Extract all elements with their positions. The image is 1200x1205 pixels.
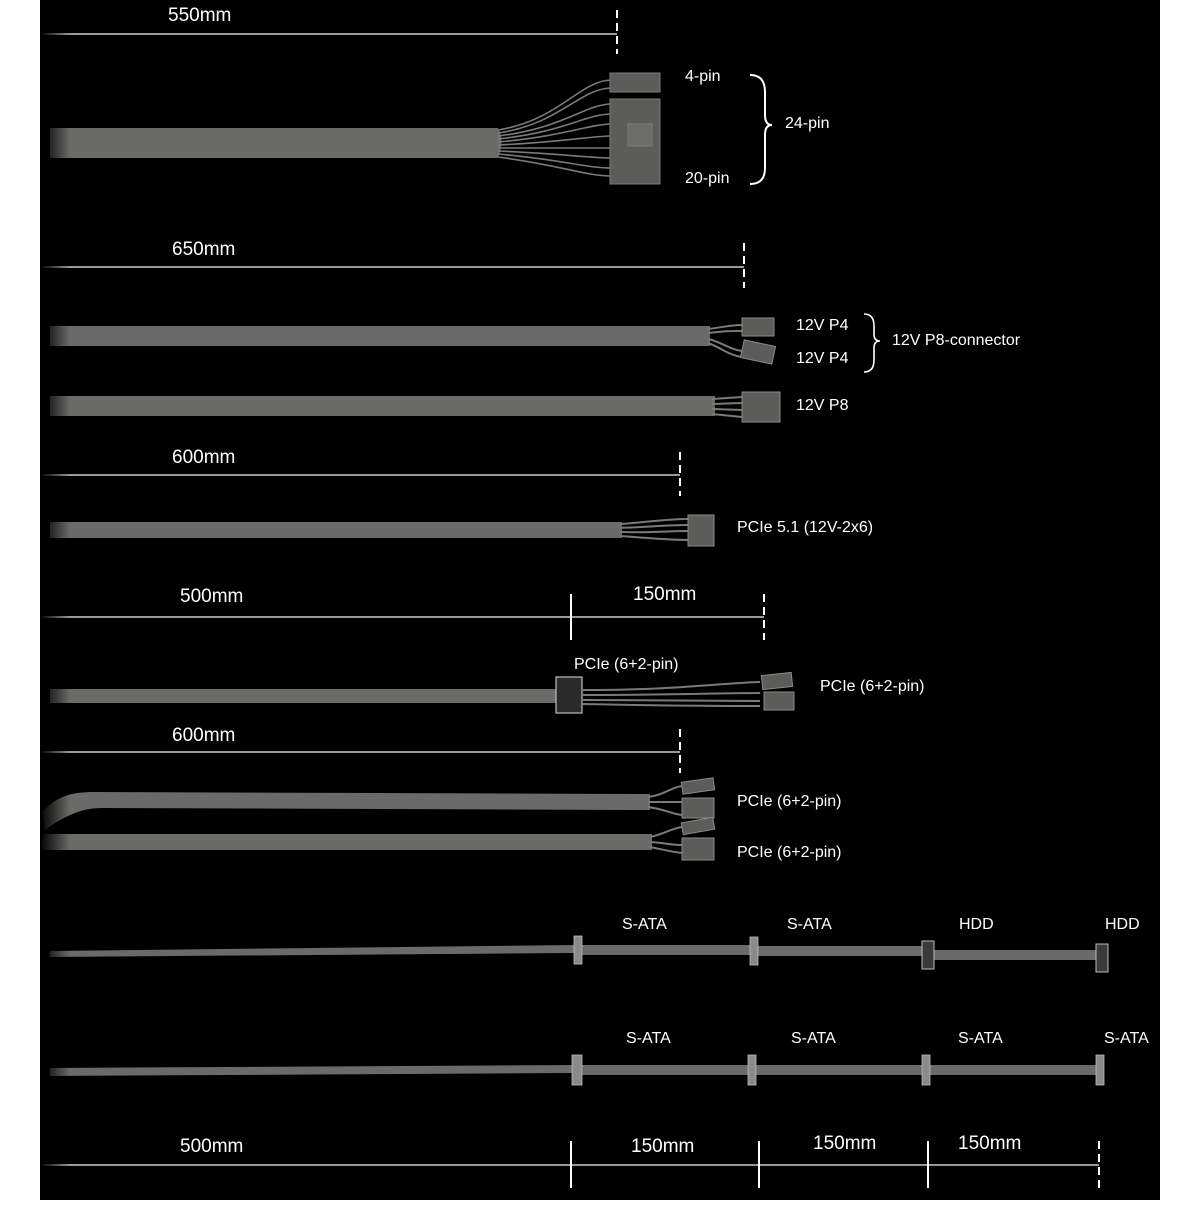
pcie-daisy-extension-label: 150mm	[633, 584, 697, 605]
pcie-daisy-end-connector-6pin	[764, 692, 794, 710]
sata-hdd-cable-seg-1	[582, 945, 750, 955]
atx-connector-latch	[628, 124, 652, 146]
sata-hdd-molex-connector-2	[1096, 944, 1108, 972]
cpu-p8-cable-sleeve	[50, 396, 715, 416]
cpu-p4-connector-1	[742, 318, 774, 336]
sata-label-2: S-ATA	[791, 1030, 836, 1047]
sata-hdd-label-1: S-ATA	[622, 916, 667, 933]
sata-label-1: S-ATA	[626, 1030, 671, 1047]
pcie51-connector-label: PCIe 5.1 (12V-2x6)	[737, 519, 874, 536]
sata-hdd-cable-seg-2	[758, 946, 922, 956]
pcie-dual-label-2: PCIe (6+2-pin)	[737, 844, 842, 861]
cpu-p8-connector	[742, 392, 780, 422]
sata-hdd-label-4: HDD	[1105, 916, 1140, 933]
pcie-dual-connector-1-6pin	[682, 798, 714, 818]
pcie-daisy-end-label: PCIe (6+2-pin)	[820, 678, 925, 695]
pcie-daisy-mid-label: PCIe (6+2-pin)	[574, 656, 679, 673]
sata-hdd-label-2: S-ATA	[787, 916, 832, 933]
pcie-daisy-cable-sleeve	[50, 689, 560, 703]
cpu-p8-group-label: 12V P8-connector	[892, 332, 1021, 349]
left-fade	[40, 0, 70, 1200]
sata-cable-seg-1	[582, 1065, 748, 1075]
sata-cable-seg-3	[930, 1065, 1096, 1075]
cpu-p4-label-2: 12V P4	[796, 350, 849, 367]
sata-cable-seg-2	[756, 1065, 922, 1075]
bottom-length-label-2: 150mm	[631, 1136, 695, 1157]
cpu-p4-cable-sleeve	[50, 326, 710, 346]
bottom-length-label-1: 500mm	[180, 1136, 244, 1157]
cpu-p4-label-1: 12V P4	[796, 317, 849, 334]
atx-4pin-connector	[610, 73, 660, 92]
sata-hdd-molex-connector-1	[922, 941, 934, 969]
atx-20pin-label: 20-pin	[685, 170, 730, 187]
bottom-length-label-3: 150mm	[813, 1133, 877, 1154]
cpu-length-label: 650mm	[172, 239, 236, 260]
atx-cable-sleeve	[50, 128, 502, 158]
pcie51-length-label: 600mm	[172, 447, 236, 468]
pcie-dual-label-1: PCIe (6+2-pin)	[737, 793, 842, 810]
atx-24pin-label: 24-pin	[785, 115, 830, 132]
sata-hdd-sata-connector-2	[750, 937, 758, 965]
sata-hdd-sata-connector-1	[574, 936, 582, 964]
pcie-dual-connector-2-6pin	[682, 838, 714, 860]
pcie-dual-cable-sleeve-2	[42, 834, 652, 850]
sata-hdd-cable-seg-3	[934, 950, 1096, 960]
cpu-p8-label: 12V P8	[796, 397, 849, 414]
atx-length-label: 550mm	[168, 5, 232, 26]
sata-hdd-label-3: HDD	[959, 916, 994, 933]
pcie-daisy-end-connector-2pin	[761, 672, 792, 689]
pcie51-cable-sleeve	[50, 522, 622, 538]
sata-label-3: S-ATA	[958, 1030, 1003, 1047]
sata-connector-1	[572, 1055, 582, 1085]
pcie-daisy-length-label: 500mm	[180, 586, 244, 607]
pcie-daisy-mid-connector	[556, 677, 582, 713]
bottom-length-label-4: 150mm	[958, 1133, 1022, 1154]
atx-4pin-label: 4-pin	[685, 68, 721, 85]
pcie-dual-length-label: 600mm	[172, 725, 236, 746]
sata-connector-3	[922, 1055, 930, 1085]
sata-label-4: S-ATA	[1104, 1030, 1149, 1047]
sata-connector-2	[748, 1055, 756, 1085]
pcie51-connector	[688, 515, 714, 546]
sata-connector-4	[1096, 1055, 1104, 1085]
